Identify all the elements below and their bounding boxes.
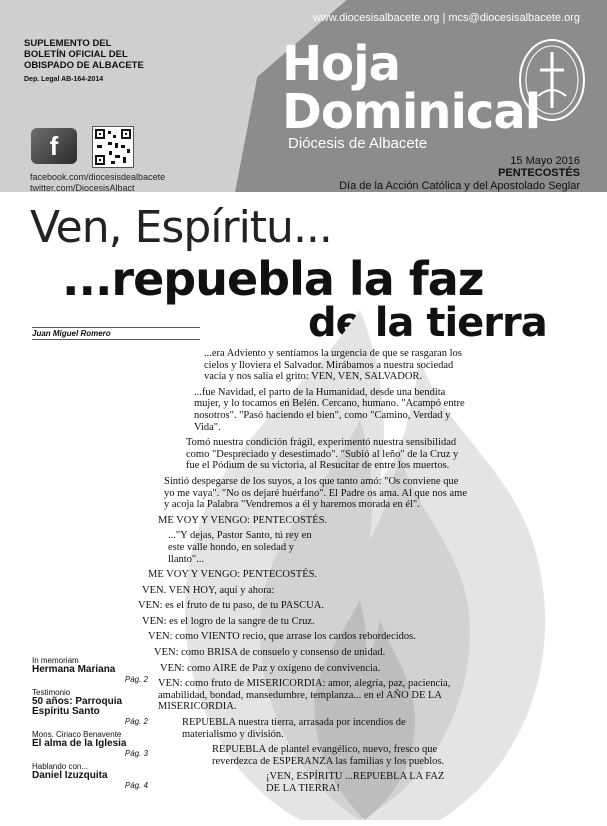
headline-line-2: ...repuebla la faz (62, 252, 484, 306)
paragraph: ...fue Navidad, el parto de la Humanidad, desde una bendita mujer, y lo tocamos en Belén. Cercano, humano. "Acampó entre nosotros". "Pasó haciendo el bien", como "Camino, Verdad y Vida". (194, 386, 465, 433)
paragraph: ME VOY Y VENGO: PENTECOSTÉS. (148, 569, 318, 581)
index-item[interactable] (32, 762, 152, 790)
paragraph: ..."Y dejas, Pastor Santo, tú rey en este valle hondo, en soledad y llanto"... (168, 530, 312, 565)
contents-index (32, 656, 152, 794)
web-links (300, 12, 580, 24)
index-title: 50 años: Parroquia Espíritu Santo (32, 696, 123, 717)
feast-name: PENTECOSTÉS (498, 167, 580, 179)
paragraph: REPUEBLA nuestra tierra, arrasada por incendios de materialismo y división. (182, 717, 406, 740)
index-title: El alma de la Iglesia (32, 738, 127, 749)
day-dedication: Día de la Acción Católica y del Apostolado Seglar (339, 180, 580, 192)
link-separator: | (442, 12, 446, 24)
social-links (30, 172, 165, 194)
supplement-line: SUPLEMENTO DEL (24, 38, 112, 49)
paragraph: VEN: como AIRE de Paz y oxígeno de convivencia. (160, 662, 381, 674)
index-item[interactable] (32, 656, 152, 684)
paragraph: VEN: como VIENTO recio, que arrase los cardos rebordecidos. (148, 631, 416, 643)
paragraph: VEN: es el fruto de tu paso, de tu PASCUA. (138, 600, 324, 612)
legal-deposit: Dep. Legal AB-164-2014 (24, 76, 104, 83)
supplement-line: OBISPADO DE ALBACETE (24, 60, 144, 71)
facebook-icon[interactable]: f (31, 128, 77, 164)
paragraph: VEN. VEN HOY, aquí y ahora: (142, 584, 275, 596)
publication-title (282, 36, 541, 140)
headline-line-1: Ven, Espíritu... (30, 202, 332, 253)
index-item[interactable] (32, 688, 152, 726)
index-title: Daniel Izuzquita (32, 770, 108, 781)
index-page: Pág. 2 (124, 717, 148, 726)
index-label: Hablando con... (32, 762, 89, 771)
paragraph: Tomó nuestra condición frágil, experimentó nuestra sensibilidad como "Despreciado y desestimado". "Subió al leño" de la Cruz y fue el Pódium de su victoria, al Resucitar de entre los muertos. (186, 437, 459, 472)
diocese-seal-icon (516, 36, 588, 124)
paragraph: VEN: es el logro de la sangre de tu Cruz. (142, 615, 315, 627)
index-page: Pág. 4 (124, 781, 148, 790)
paragraph: ¡VEN, ESPÍRITU ...REPUEBLA LA FAZ DE LA TIERRA! (266, 771, 445, 794)
author-byline: Juan Miguel Romero (32, 327, 200, 340)
index-label: Testimonio (32, 688, 71, 697)
index-page: Pág. 3 (124, 749, 148, 758)
qr-code-icon (92, 126, 134, 168)
twitter-link[interactable]: twitter.com/DiocesisAlbact (30, 183, 135, 193)
diocese-name: Diócesis de Albacete (288, 135, 428, 152)
index-title: Hermana Mariana (32, 664, 116, 675)
email-link[interactable]: mcs@diocesisalbacete.org (448, 12, 580, 24)
index-label: In memoriam (32, 656, 79, 665)
paragraph: ME VOY Y VENGO: PENTECOSTÉS. (158, 514, 328, 526)
title-line-2: Dominical (282, 84, 541, 140)
supplement-label (24, 38, 184, 71)
headline-line-3: de la tierra (308, 300, 547, 346)
article-body (130, 348, 470, 799)
website-link[interactable]: www.diocesisalbacete.org (312, 12, 440, 24)
index-item[interactable] (32, 730, 152, 758)
paragraph: REPUEBLA de plantel evangélico, nuevo, fresco que reverdezca de ESPERANZA las familias y los pueblos. (212, 744, 445, 767)
supplement-line: BOLETÍN OFICIAL DEL (24, 49, 128, 60)
title-line-1: Hoja (282, 36, 400, 92)
issue-date: 15 Mayo 2016 (510, 155, 580, 167)
facebook-link[interactable]: facebook.com/diocesisdealbacete (30, 172, 166, 182)
paragraph: VEN: como BRISA de consuelo y consenso de unidad. (154, 647, 386, 659)
paragraph: Sintió despegarse de los suyos, a los que tanto amó: "Os conviene que yo me vaya". "No os dejaré huérfano". El Padre os ama. Al que nos ame y acoja la Palabra "Vendremos a él y haremos morada en él". (164, 475, 467, 511)
issue-info (300, 155, 580, 179)
index-label: Mons. Ciriaco Benavente (32, 730, 122, 739)
paragraph: ...era Adviento y sentíamos la urgencia de que se rasgaran los cielos y lloviera el Salvador. Mirábamos a nuestra sociedad vacía y nos salía el grito: VEN, VEN, SALVADOR. (204, 348, 462, 383)
paragraph: VEN: como fruto de MISERICORDIA: amor, alegría, paz, paciencia, amabilidad, bondad, mansedumbre, templanza... en el AÑO DE LA MISERICORDIA. (158, 678, 451, 713)
index-page: Pág. 2 (124, 675, 148, 684)
